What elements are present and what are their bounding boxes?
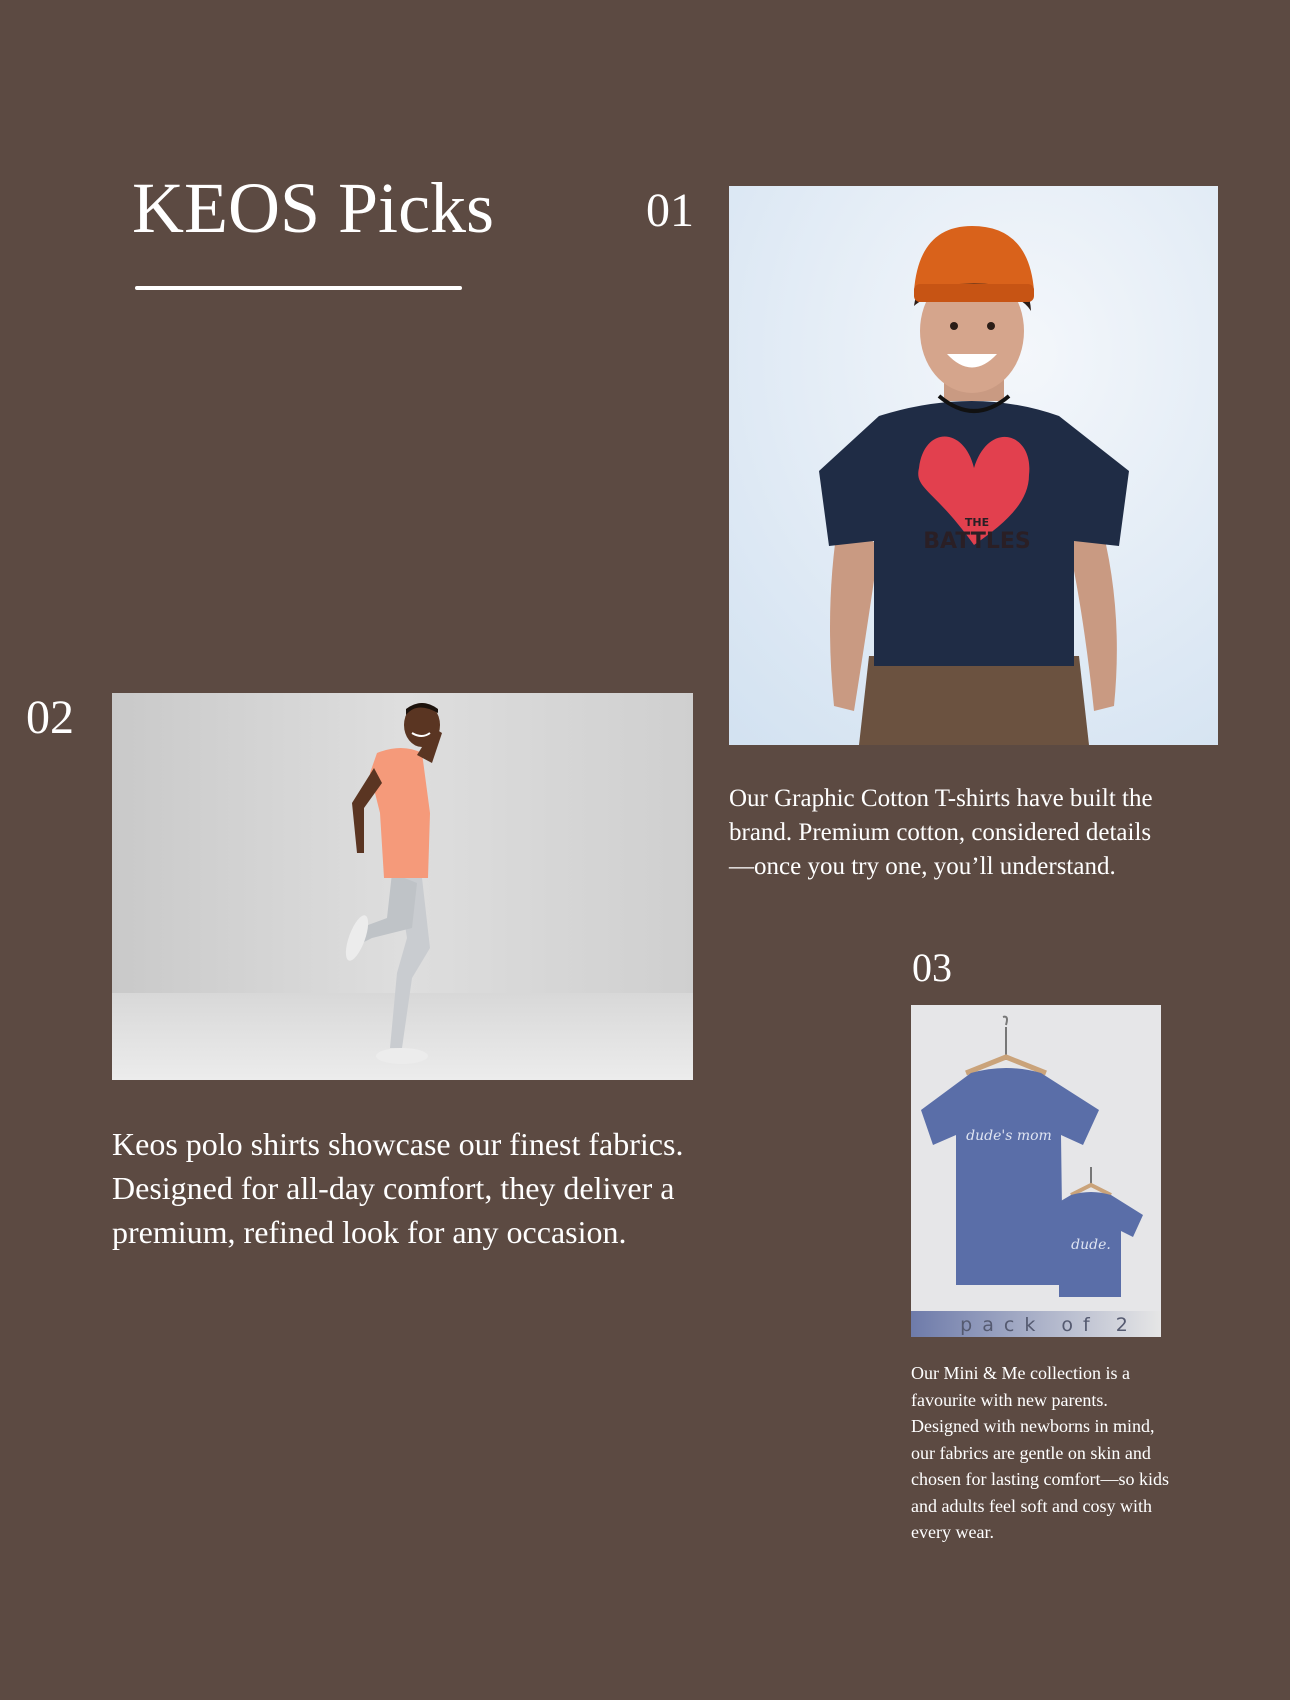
pick-03-pack-label: pack of 2 <box>960 1314 1138 1336</box>
pick-01-shirt-print-top: THE <box>964 516 990 529</box>
pick-01-shirt-print: BATTLES <box>923 529 1031 554</box>
pick-03-photo <box>911 1005 1161 1337</box>
pick-01-photo <box>729 186 1218 745</box>
pick-02-description: Keos polo shirts showcase our finest fabrics. Designed for all-day comfort, they deliver a premium, refined look for any occasion. <box>112 1126 684 1250</box>
pick-03-kid-shirt-print: dude. <box>1071 1237 1111 1253</box>
pick-02-number: 02 <box>26 691 74 744</box>
pick-03-adult-shirt-print: dude's mom <box>966 1128 1052 1144</box>
pick-01-number: 01 <box>646 184 694 237</box>
pick-03-number: 03 <box>912 945 952 990</box>
pick-01-description: Our Graphic Cotton T-shirts have built the brand. Premium cotton, considered details—once you try one, you’ll understand. <box>729 785 1153 880</box>
pick-02-photo <box>112 693 693 1080</box>
page-title: KEOS Picks <box>132 168 495 248</box>
pick-03-description: Our Mini & Me collection is a favourite with new parents. Designed with newborns in mind, our fabrics are gentle on skin and chosen for lasting comfort—so kids and adults feel soft and cosy with every wear. <box>911 1363 1169 1542</box>
title-underline <box>135 286 462 290</box>
